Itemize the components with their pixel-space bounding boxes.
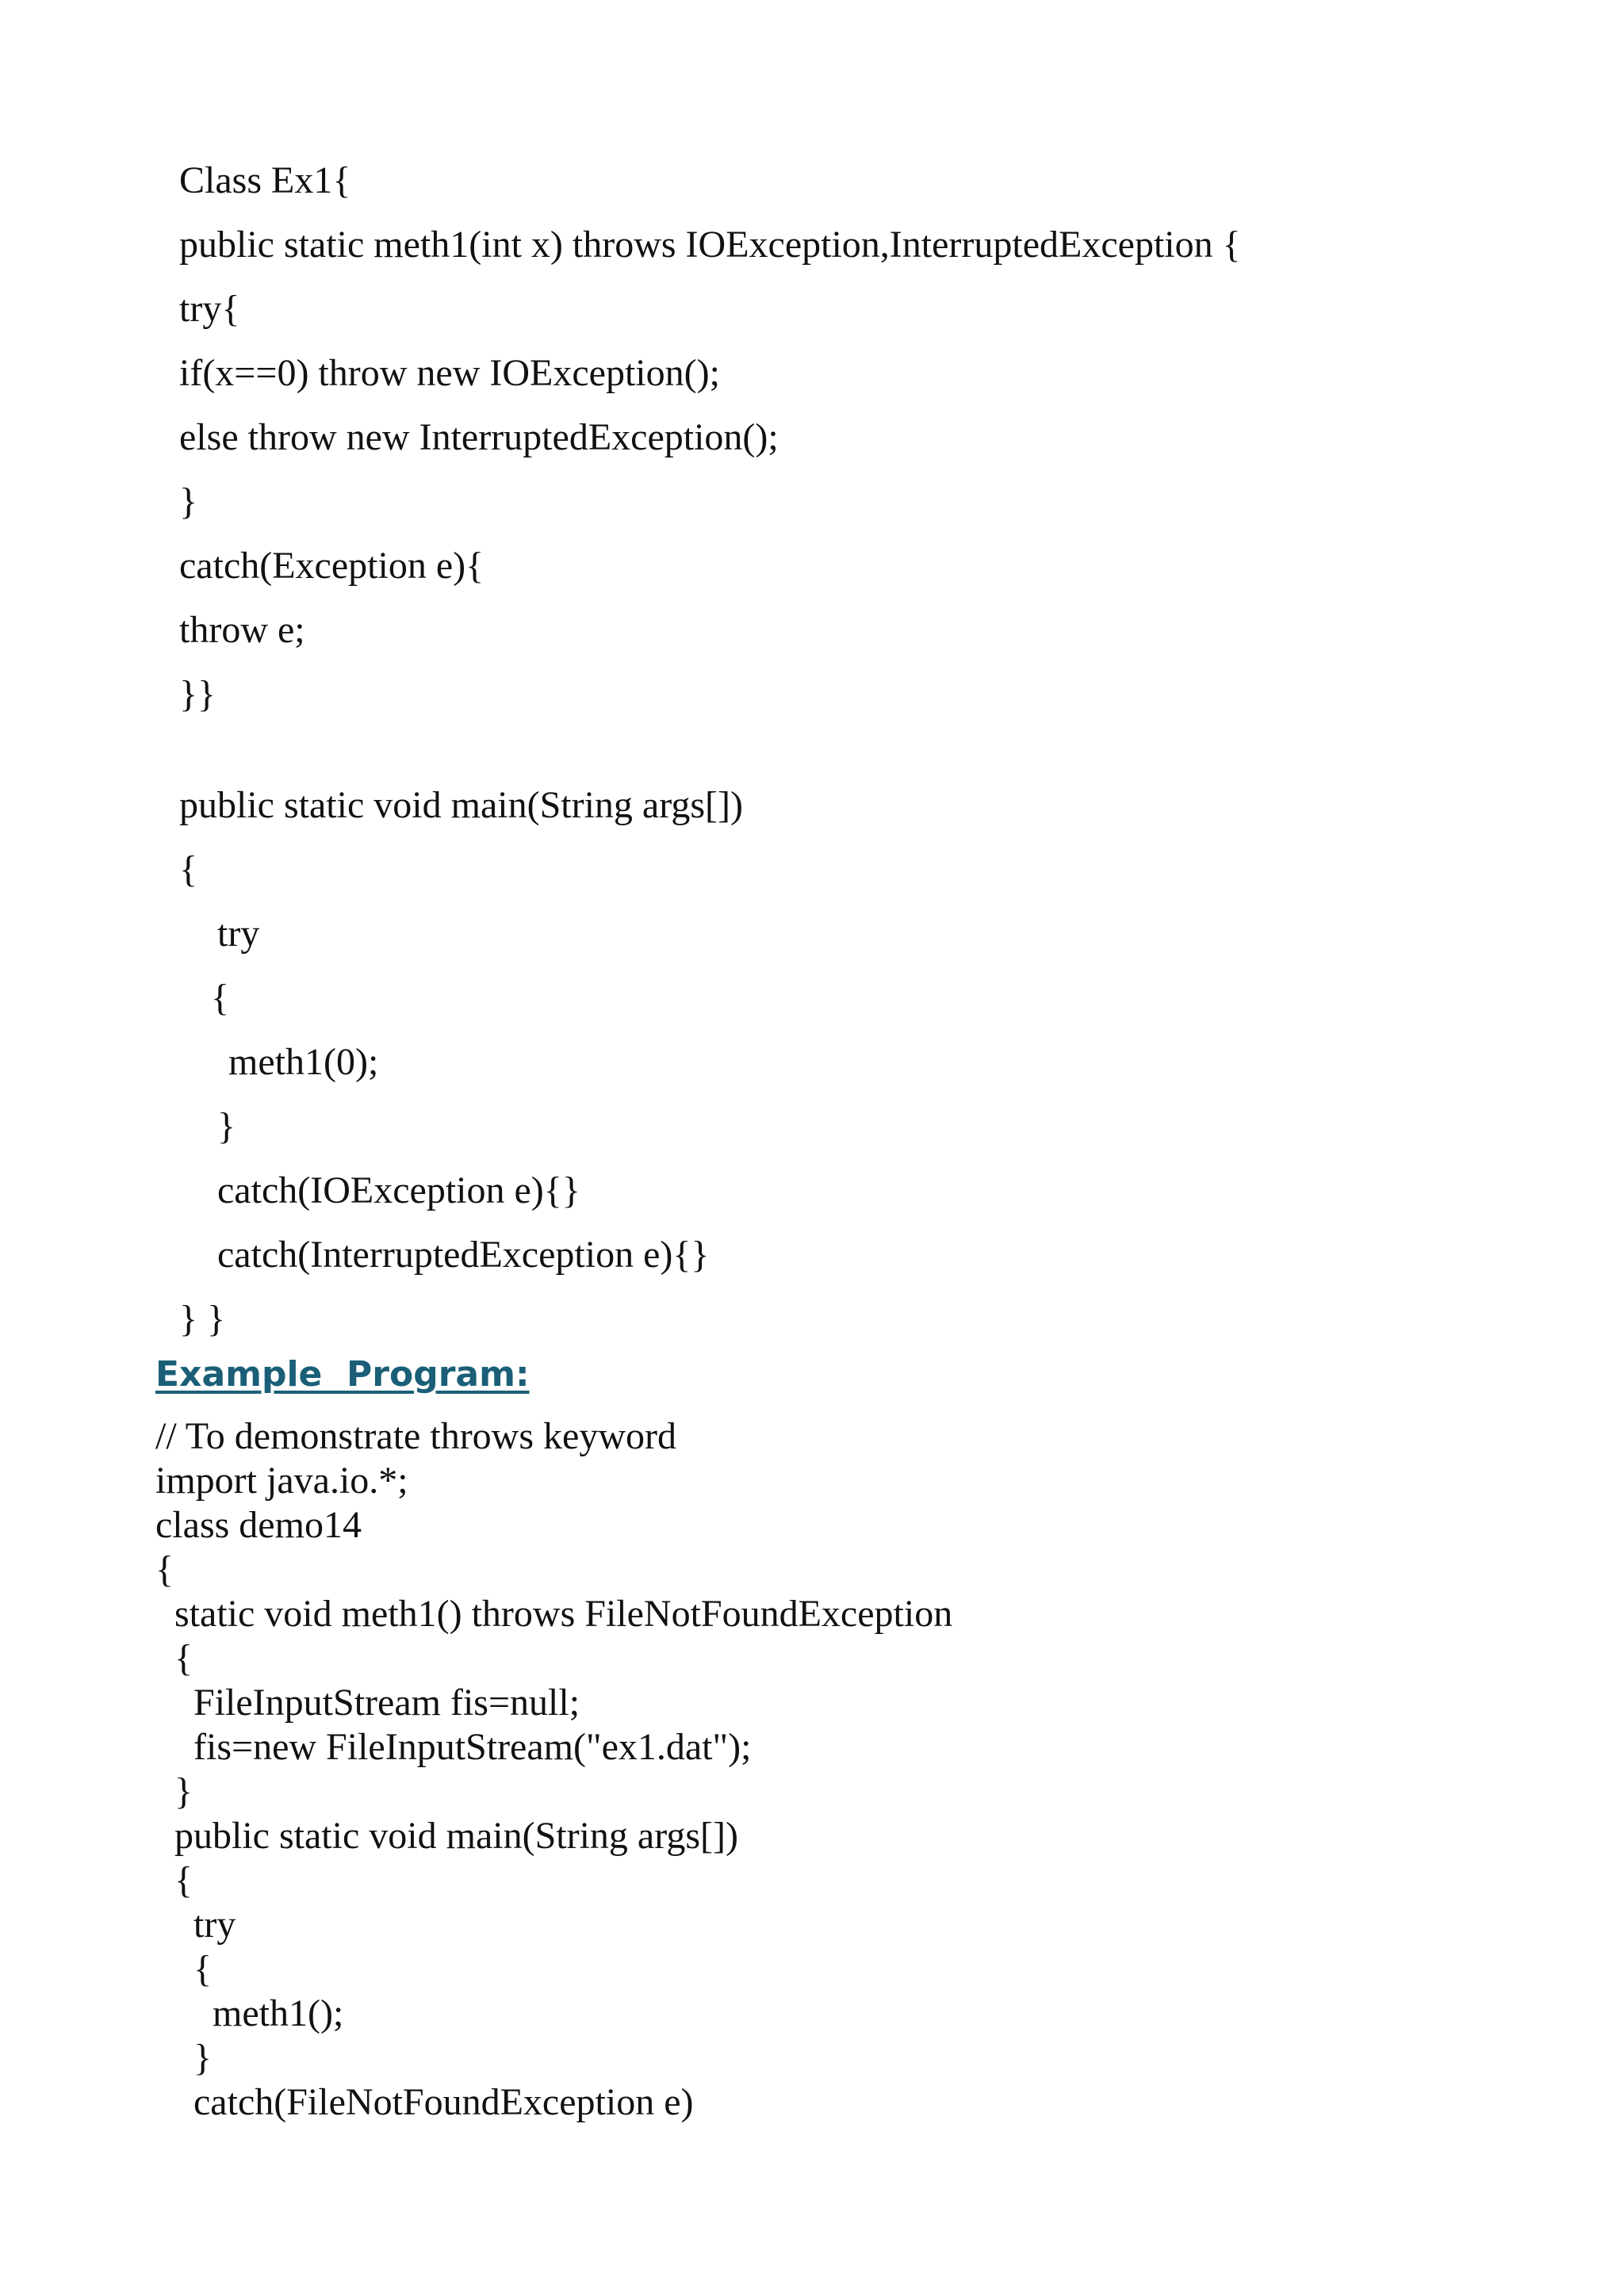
code-line: } xyxy=(217,1105,236,1147)
code-line: public static void main(String args[]) xyxy=(174,1815,738,1857)
code-line: static void meth1() throws FileNotFoundException xyxy=(174,1593,953,1635)
code-line: else throw new InterruptedException(); xyxy=(179,416,779,458)
code-line: { xyxy=(174,1859,193,1901)
code-line: // To demonstrate throws keyword xyxy=(155,1415,676,1457)
code-line: { xyxy=(211,977,230,1019)
code-line: catch(Exception e){ xyxy=(179,545,485,587)
code-line: catch(IOException e){} xyxy=(217,1169,580,1211)
code-line: try xyxy=(217,913,260,955)
code-line: { xyxy=(193,1948,213,1990)
code-line: if(x==0) throw new IOException(); xyxy=(179,352,720,394)
code-line: FileInputStream fis=null; xyxy=(193,1682,580,1724)
code-line: import java.io.*; xyxy=(155,1460,408,1502)
code-line: }} xyxy=(179,673,216,715)
code-line: meth1(0); xyxy=(228,1041,379,1083)
code-line: } } xyxy=(179,1298,226,1340)
code-line: } xyxy=(193,2037,213,2079)
code-line: { xyxy=(179,848,198,890)
code-line: fis=new FileInputStream("ex1.dat"); xyxy=(193,1726,752,1768)
code-line: throw e; xyxy=(179,609,305,651)
code-line: public static meth1(int x) throws IOException,InterruptedException { xyxy=(179,224,1241,266)
section-heading: Example Program: xyxy=(155,1354,530,1395)
code-line: { xyxy=(174,1637,193,1679)
code-line: } xyxy=(174,1770,193,1812)
code-line: meth1(); xyxy=(213,1992,344,2034)
code-line: } xyxy=(179,480,198,522)
code-line: try xyxy=(193,1904,236,1946)
code-line: { xyxy=(155,1548,174,1590)
code-line: try{ xyxy=(179,288,240,330)
code-line: Class Ex1{ xyxy=(179,159,351,201)
code-line: public static void main(String args[]) xyxy=(179,784,743,826)
code-line: catch(InterruptedException e){} xyxy=(217,1234,710,1276)
code-line: class demo14 xyxy=(155,1504,362,1546)
code-line: catch(FileNotFoundException e) xyxy=(193,2081,694,2123)
